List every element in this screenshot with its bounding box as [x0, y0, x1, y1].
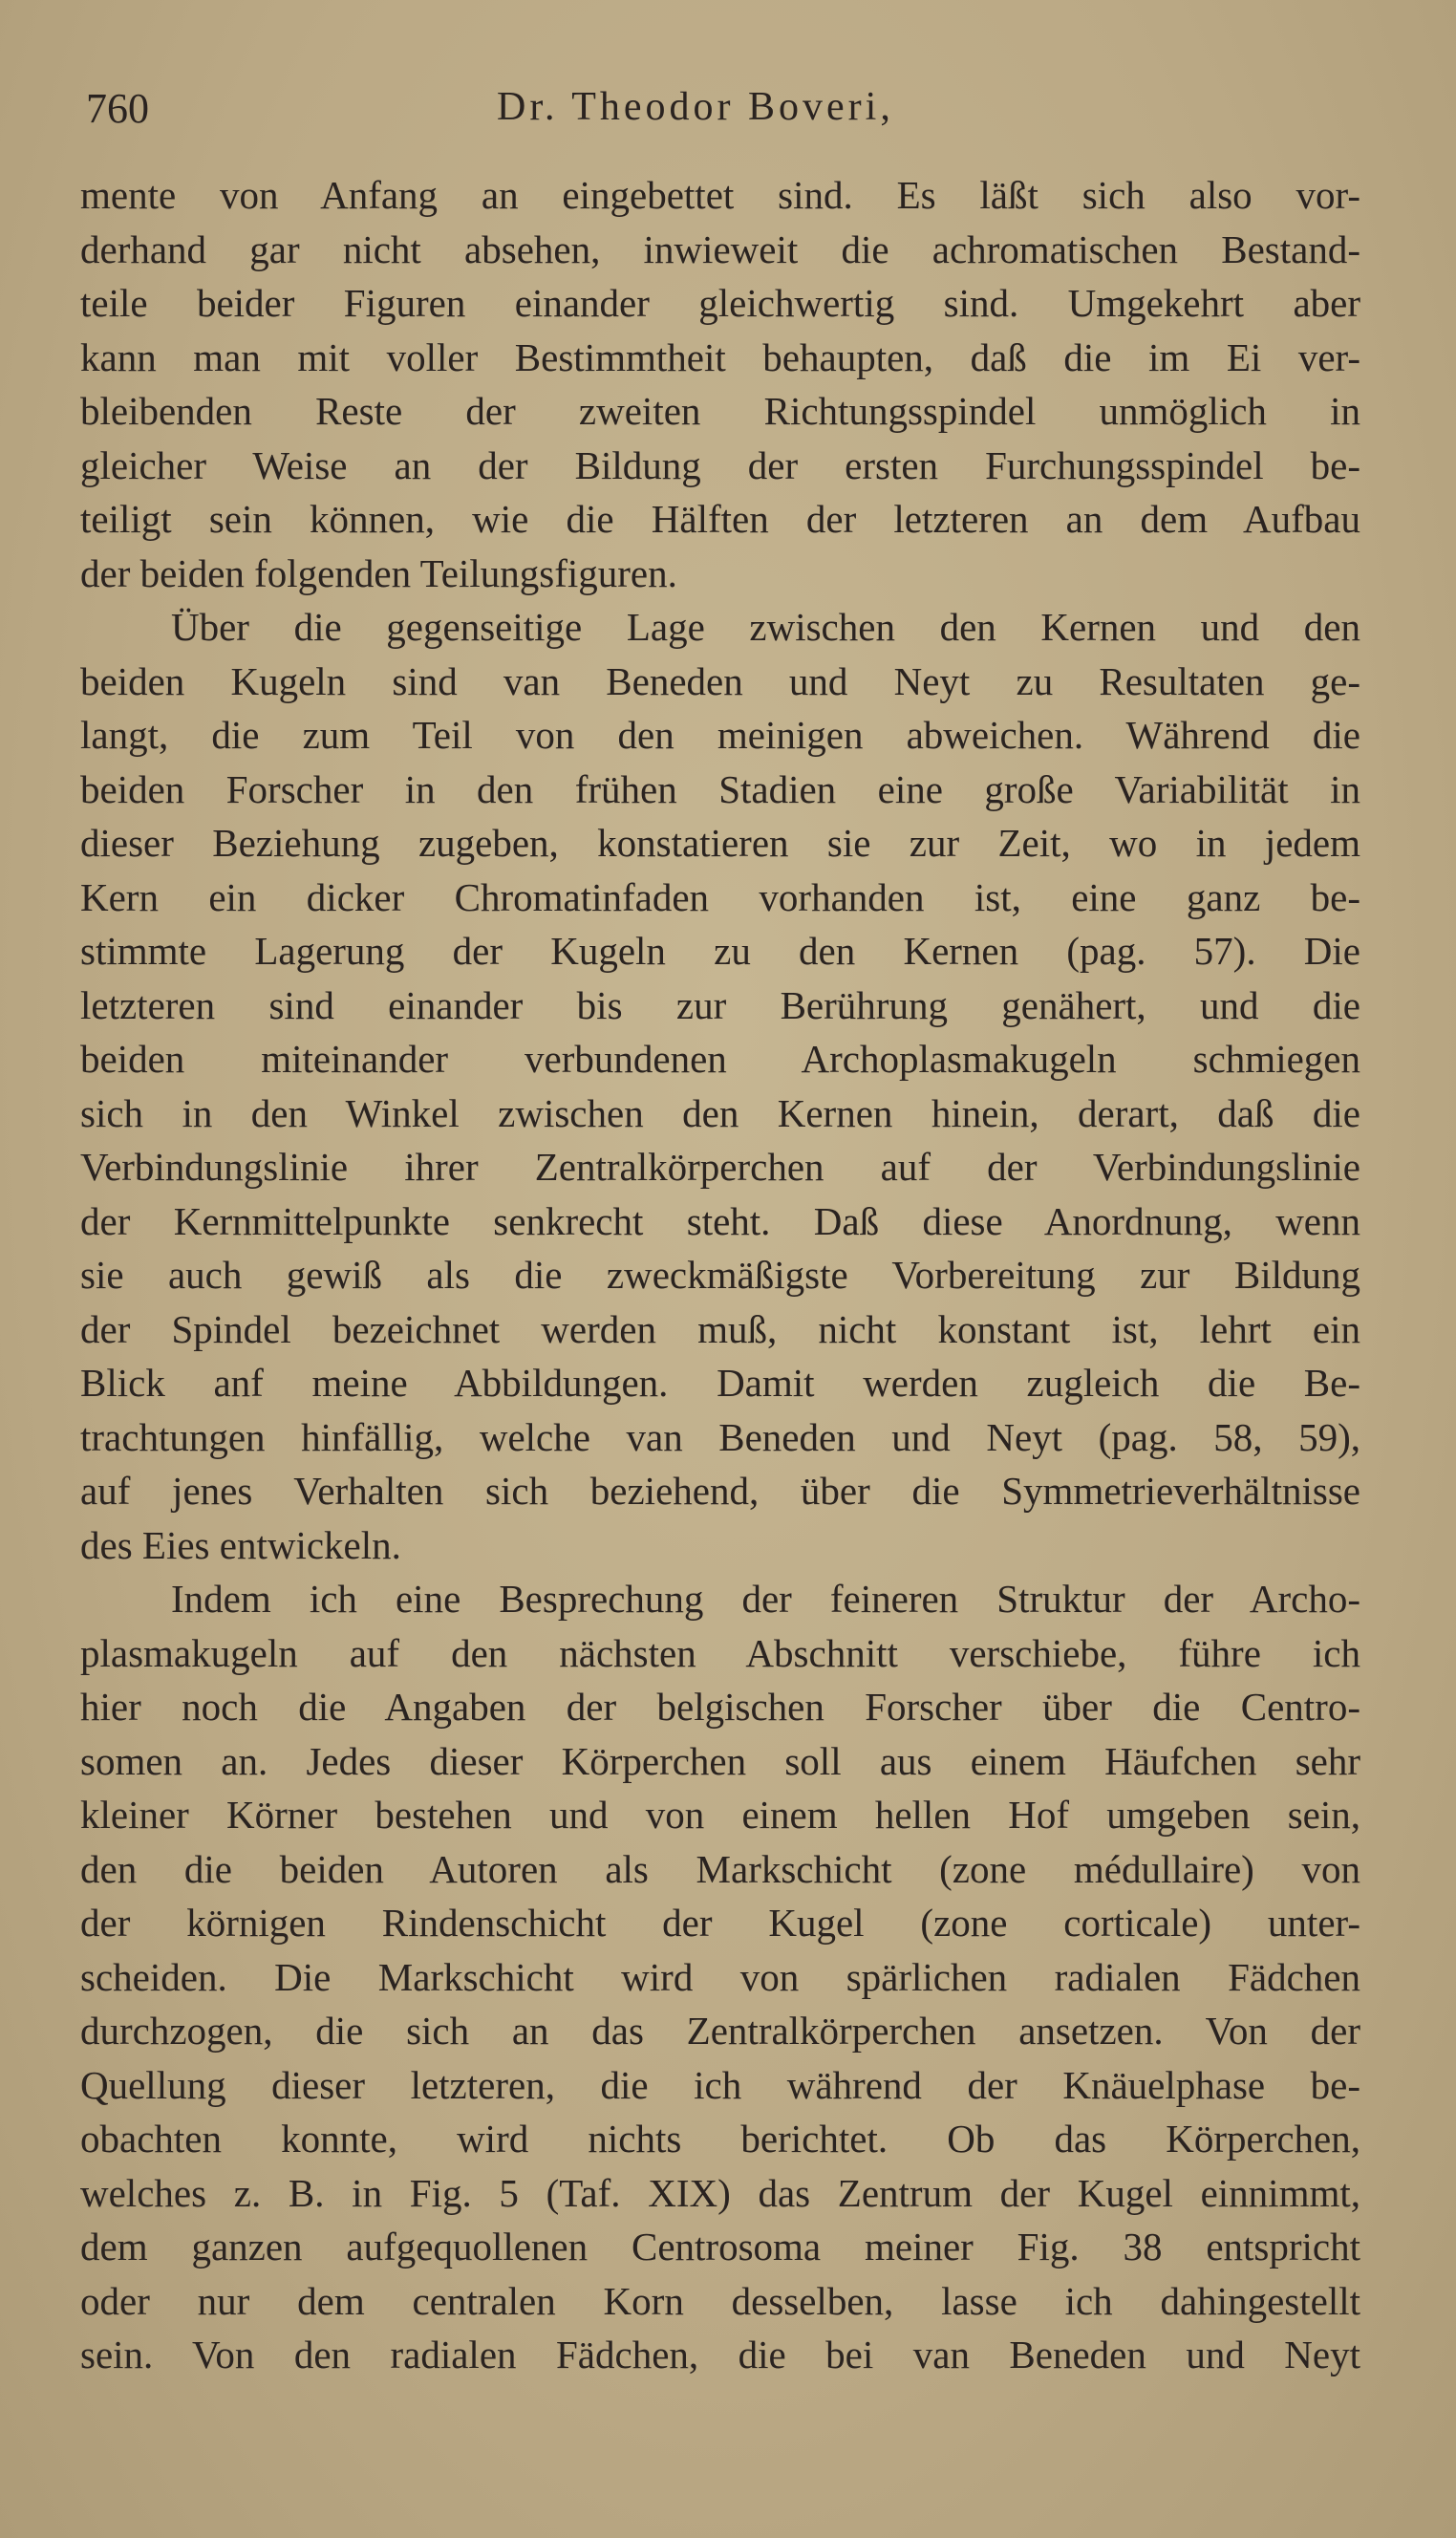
running-head: Dr. Theodor Boveri,: [497, 85, 894, 129]
text-line: kann man mit voller Bestimmtheit behaupten, daß die im Ei ver-: [80, 334, 1360, 379]
text-line: obachten konnte, wird nichts berichtet. Ob das Körperchen,: [80, 2117, 1360, 2161]
text-line: kleiner Körner bestehen und von einem hellen Hof umgeben sein,: [80, 1793, 1360, 1837]
text-line: trachtungen hinfällig, welche van Beneden und Neyt (pag. 58, 59),: [80, 1414, 1360, 1459]
page-number: 760: [86, 85, 149, 132]
text-line: beiden miteinander verbundenen Archoplasmakugeln schmiegen: [80, 1037, 1360, 1081]
text-line: hier noch die Angaben der belgischen Forscher über die Centro-: [80, 1685, 1360, 1729]
text-line: mente von Anfang an eingebettet sind. Es läßt sich also vor-: [80, 173, 1360, 217]
text-line: beiden Kugeln sind van Beneden und Neyt zu Resultaten ge-: [80, 658, 1360, 703]
text-line: teile beider Figuren einander gleichwertig sind. Umgekehrt aber: [80, 281, 1360, 325]
text-line: plasmakugeln auf den nächsten Abschnitt verschiebe, führe ich: [80, 1630, 1360, 1675]
text-line: Quellung dieser letzteren, die ich während der Knäuelphase be-: [80, 2062, 1360, 2107]
text-line: gleicher Weise an der Bildung der ersten Furchungsspindel be-: [80, 442, 1360, 487]
text-line: Über die gegenseitige Lage zwischen den Kernen und den: [171, 605, 1360, 649]
text-line: der beiden folgenden Teilungsfiguren.: [80, 550, 677, 595]
text-line: letzteren sind einander bis zur Berührung genähert, und die: [80, 982, 1360, 1027]
text-line: derhand gar nicht absehen, inwieweit die achromatischen Bestand-: [80, 226, 1360, 271]
page-header: [86, 75, 1371, 141]
text-line: dieser Beziehung zugeben, konstatieren sie zur Zeit, wo in jedem: [80, 821, 1360, 865]
text-line: auf jenes Verhalten sich beziehend, über die Symmetrieverhältnisse: [80, 1469, 1360, 1513]
body-text: [80, 168, 1360, 2382]
text-line: Kern ein dicker Chromatinfaden vorhanden ist, eine ganz be-: [80, 874, 1360, 919]
text-line: Verbindungslinie ihrer Zentralkörperchen auf der Verbindungslinie: [80, 1145, 1360, 1189]
text-line: des Eies entwickeln.: [80, 1522, 401, 1567]
text-line: den die beiden Autoren als Markschicht (zone médullaire) von: [80, 1846, 1360, 1891]
text-line: sich in den Winkel zwischen den Kernen hinein, derart, daß die: [80, 1090, 1360, 1135]
text-line: der Kernmittelpunkte senkrecht steht. Daß diese Anordnung, wenn: [80, 1198, 1360, 1243]
text-line: somen an. Jedes dieser Körperchen soll aus einem Häufchen sehr: [80, 1738, 1360, 1783]
text-line: teiligt sein können, wie die Hälften der letzteren an dem Aufbau: [80, 497, 1360, 541]
text-line: dem ganzen aufgequollenen Centrosoma meiner Fig. 38 entspricht: [80, 2225, 1360, 2269]
text-line: welches z. B. in Fig. 5 (Taf. XIX) das Zentrum der Kugel einnimmt,: [80, 2170, 1360, 2215]
text-line: stimmte Lagerung der Kugeln zu den Kernen (pag. 57). Die: [80, 929, 1360, 973]
text-line: Blick anf meine Abbildungen. Damit werden zugleich die Be-: [80, 1361, 1360, 1405]
text-line: bleibenden Reste der zweiten Richtungsspindel unmöglich in: [80, 389, 1360, 433]
text-line: beiden Forscher in den frühen Stadien eine große Variabilität in: [80, 766, 1360, 811]
text-line: scheiden. Die Markschicht wird von spärlichen radialen Fädchen: [80, 1954, 1360, 1999]
text-line: sie auch gewiß als die zweckmäßigste Vorbereitung zur Bildung: [80, 1253, 1360, 1297]
text-line: der körnigen Rindenschicht der Kugel (zone corticale) unter-: [80, 1901, 1360, 1945]
text-line: oder nur dem centralen Korn desselben, lasse ich dahingestellt: [80, 2278, 1360, 2323]
text-line: sein. Von den radialen Fädchen, die bei van Beneden und Neyt: [80, 2333, 1360, 2377]
text-line: langt, die zum Teil von den meinigen abweichen. Während die: [80, 713, 1360, 757]
text-line: durchzogen, die sich an das Zentralkörperchen ansetzen. Von der: [80, 2009, 1360, 2053]
text-line: der Spindel bezeichnet werden muß, nicht konstant ist, lehrt ein: [80, 1306, 1360, 1351]
text-line: Indem ich eine Besprechung der feineren Struktur der Archo-: [171, 1577, 1360, 1621]
